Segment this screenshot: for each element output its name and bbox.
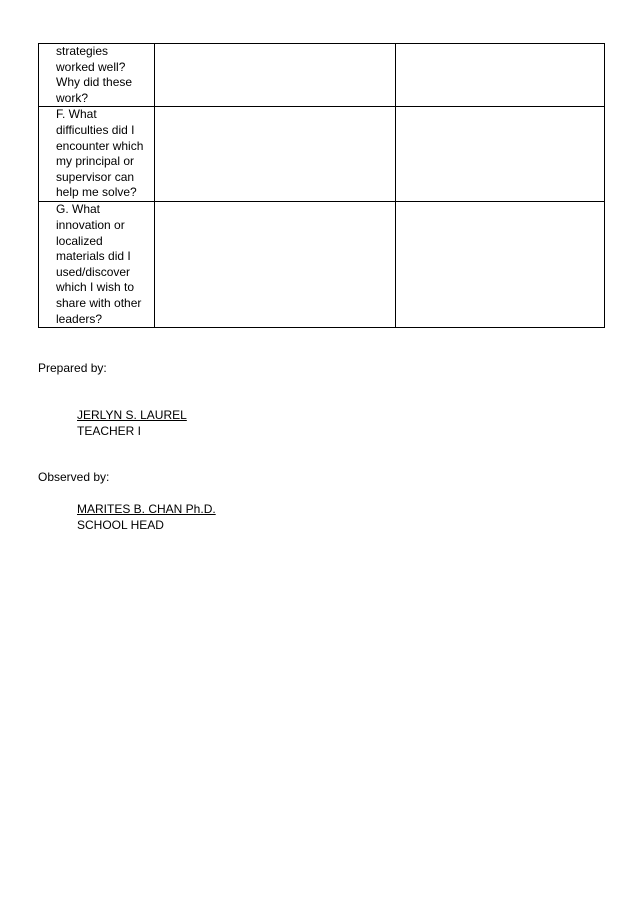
- reflection-table: [38, 43, 605, 328]
- question-cell: [39, 107, 155, 202]
- remarks-cell: [396, 107, 605, 202]
- remarks-cell: [396, 202, 605, 328]
- question-text: F. What difficulties did I encounter which my principal or supervisor can help me solve?: [56, 107, 144, 200]
- observer-title: SCHOOL HEAD: [77, 518, 164, 532]
- observer-signatory: [77, 501, 216, 533]
- question-text: strategies worked well? Why did these work?: [56, 44, 133, 105]
- table-row: [39, 44, 605, 107]
- preparer-name: JERLYN S. LAUREL: [77, 408, 187, 422]
- preparer-signatory: [77, 407, 187, 439]
- prepared-by-label: Prepared by:: [38, 361, 107, 375]
- answer-cell: [155, 202, 396, 328]
- observer-name: MARITES B. CHAN Ph.D.: [77, 502, 216, 516]
- answer-cell: [155, 44, 396, 107]
- answer-cell: [155, 107, 396, 202]
- table-row: [39, 202, 605, 328]
- question-cell: [39, 44, 155, 107]
- preparer-title: TEACHER I: [77, 424, 142, 438]
- remarks-cell: [396, 44, 605, 107]
- question-text: G. What innovation or localized materials did I used/discover which I wish to share with other leaders?: [56, 202, 142, 326]
- observed-by-label: Observed by:: [38, 470, 110, 484]
- table-row: [39, 107, 605, 202]
- question-cell: [39, 202, 155, 328]
